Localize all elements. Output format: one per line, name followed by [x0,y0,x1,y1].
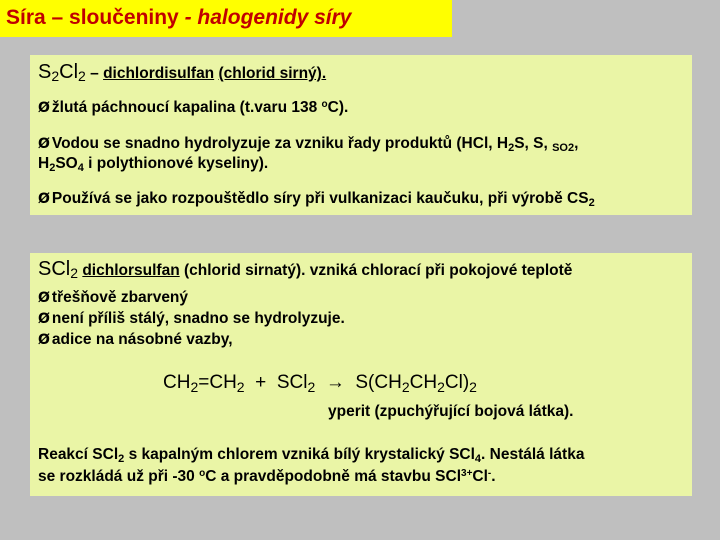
slide-title [0,0,452,37]
bullet-arrow-icon: Ø [38,100,50,116]
bullet-arrow-icon: Ø [38,290,50,306]
bullet-item: Ø Vodou se snadno hydrolyzuje za vzniku řady produktů (HCl, $H_2S$, S, $_{SO2}$, [38,135,579,154]
compound-name-dichlorsulfan: dichlorsulfan [82,262,180,279]
title-main: Síra – sloučeniny [6,6,185,29]
panel-s2cl2 [30,55,692,215]
panel1-heading: $S_2Cl_2$ – dichlordisulfan (chlorid sirný). [38,61,327,84]
compound-name-dichlordisulfan: dichlordisulfan [103,65,215,82]
bullet-item: Ø adice na násobné vazby, [38,331,233,348]
bullet-item: Ø třešňově zbarvený [38,289,189,306]
formula-scl2: SCl$_2$ [38,258,79,281]
yperit-note: yperit (zpuchýřující bojová látka). [328,403,574,420]
reaction-text-line2: se rozkládá už při -30 $^o$C a pravděpodobně má stavbu SCl$^{3+}$Cl-. [38,468,496,485]
bullet-item: Ø žlutá páchnoucí kapalina (t.varu 138 $^o$C). [38,99,349,116]
bullet-arrow-icon: Ø [38,332,50,348]
bullet-continuation: $H_2SO_4$ i polythionové kyseliny). [38,155,269,174]
panel-scl2 [30,253,692,496]
bullet-arrow-icon: Ø [38,136,50,152]
panel2-heading: SCl$_2$ dichlorsulfan (chlorid sirnatý). vzniká chlorací při pokojové teplotě [38,258,573,281]
reaction-arrow-icon: → [325,372,345,393]
reaction-equation: $CH_2=CH_2 + SCl_2 \to S(CH_2CH_2Cl)_2$ [163,372,477,395]
bullet-arrow-icon: Ø [38,311,50,327]
title-subtitle: - halogenidy síry [184,6,352,29]
bullet-item: Ø Používá se jako rozpouštědlo síry při vulkanizaci kaučuku, při výrobě $CS_2$ [38,190,595,209]
bullet-arrow-icon: Ø [38,191,50,207]
reaction-text: Reakcí SCl$_2$ s kapalným chlorem vzniká bílý krystalický SCl$_4$. Nestálá látka [38,446,585,465]
formula-s2cl2: $S_2Cl_2$ [38,61,86,84]
bullet-item: Ø není příliš stálý, snadno se hydrolyzuje. [38,310,345,327]
